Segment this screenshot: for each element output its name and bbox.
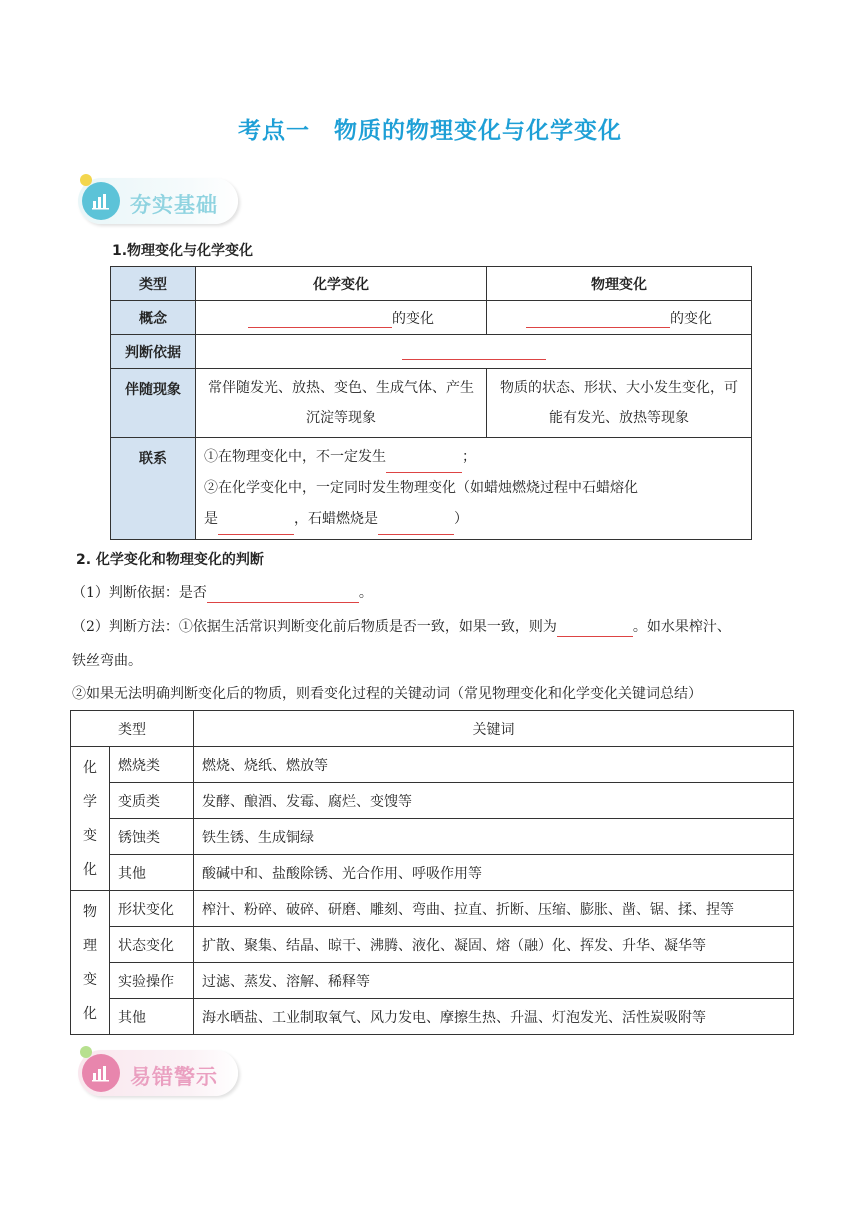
bar-chart-icon <box>82 1054 120 1092</box>
chem-sub-type: 锈蚀类 <box>110 819 194 855</box>
chem-group-char: 化 <box>83 861 97 878</box>
col-chem-header: 化学变化 <box>196 267 487 301</box>
section2-heading: 2. 化学变化和物理变化的判断 <box>76 552 264 568</box>
phys-concept-suffix: 的变化 <box>670 310 712 327</box>
change-comparison-table <box>110 266 752 540</box>
chem-keywords: 燃烧、烧纸、燃放等 <box>194 747 794 783</box>
phys-group-char: 理 <box>83 937 97 954</box>
section1-heading: 1.物理变化与化学变化 <box>112 243 254 259</box>
chem-group-char: 变 <box>83 827 97 844</box>
col-type-header: 类型 <box>111 267 196 301</box>
row-phenom-label: 伴随现象 <box>111 369 196 438</box>
phys-keywords: 扩散、聚集、结晶、晾干、沸腾、液化、凝固、熔（融）化、挥发、升华、凝华等 <box>194 927 794 963</box>
relation-blank-1[interactable] <box>386 458 462 473</box>
warning-section-badge <box>78 1046 240 1100</box>
col-phys-header: 物理变化 <box>487 267 752 301</box>
relation-line3-a: 是 <box>204 511 218 527</box>
phys-keywords: 海水晒盐、工业制取氧气、风力发电、摩擦生热、升温、灯泡发光、活性炭吸附等 <box>194 999 794 1035</box>
relation-blank-3[interactable] <box>378 520 454 535</box>
row-concept-label: 概念 <box>111 301 196 335</box>
chem-sub-type: 燃烧类 <box>110 747 194 783</box>
keyword-table <box>70 710 794 1035</box>
relation-line1-end: ； <box>462 449 476 465</box>
judgement-method-text: （2）判断方法：①依据生活常识判断变化前后物质是否一致，如果一致，则为 <box>72 619 557 635</box>
keyword-intro: ②如果无法明确判断变化后的物质，则看变化过程的关键动词（常见物理变化和化学变化关键词总结） <box>72 686 702 702</box>
judgement-basis-line <box>72 583 373 603</box>
judgement-method-line2: 铁丝弯曲。 <box>72 653 142 669</box>
judgement-method-line <box>72 617 792 637</box>
relation-line1-text: ①在物理变化中，不一定发生 <box>204 449 386 465</box>
chem-keywords: 酸碱中和、盐酸除锈、光合作用、呼吸作用等 <box>194 855 794 891</box>
judgement-basis-text: （1）判断依据：是否 <box>72 585 207 601</box>
relation-line3-c: ） <box>454 511 468 527</box>
phys-sub-type: 形状变化 <box>110 891 194 927</box>
phys-keywords: 榨汁、粉碎、破碎、研磨、雕刻、弯曲、拉直、折断、压缩、膨胀、凿、锯、揉、捏等 <box>194 891 794 927</box>
judgement-method-end: 。如水果榨汁、 <box>632 619 731 635</box>
basic-badge-label: 夯实基础 <box>130 193 218 217</box>
basic-section-badge <box>78 174 240 228</box>
bar-chart-icon <box>82 182 120 220</box>
chem-group-char: 学 <box>83 793 97 810</box>
row-basis-label: 判断依据 <box>111 335 196 369</box>
relation-cell <box>196 438 752 540</box>
relation-blank-2[interactable] <box>218 520 294 535</box>
chem-concept-cell <box>196 301 487 335</box>
phys-phenom-cell: 物质的状态、形状、大小发生变化，可能有发光、放热等现象 <box>487 369 752 438</box>
phys-sub-type: 状态变化 <box>110 927 194 963</box>
phys-group-char: 化 <box>83 1005 97 1022</box>
chem-sub-type: 变质类 <box>110 783 194 819</box>
judgement-basis-end: 。 <box>358 585 373 601</box>
warning-badge-label: 易错警示 <box>130 1065 218 1089</box>
relation-line2: ②在化学变化中，一定同时发生物理变化（如蜡烛燃烧过程中石蜡熔化 <box>204 480 638 496</box>
chem-sub-type: 其他 <box>110 855 194 891</box>
phys-sub-type: 其他 <box>110 999 194 1035</box>
chem-group-cell <box>71 747 110 891</box>
phys-keywords: 过滤、蒸发、溶解、稀释等 <box>194 963 794 999</box>
chem-phenom-cell: 常伴随发光、放热、变色、生成气体、产生沉淀等现象 <box>196 369 487 438</box>
kw-col-type-header: 类型 <box>71 711 194 747</box>
chem-keywords: 铁生锈、生成铜绿 <box>194 819 794 855</box>
chem-group-char: 化 <box>83 759 97 776</box>
phys-group-char: 变 <box>83 971 97 988</box>
kw-col-keywords-header: 关键词 <box>194 711 794 747</box>
page-title: 考点一 物质的物理变化与化学变化 <box>238 118 622 144</box>
chem-keywords: 发酵、酿酒、发霉、腐烂、变馊等 <box>194 783 794 819</box>
chem-concept-suffix: 的变化 <box>392 310 434 327</box>
judgement-method-blank[interactable] <box>557 622 633 637</box>
row-relation-label: 联系 <box>111 438 196 540</box>
chem-concept-blank[interactable] <box>248 313 392 328</box>
phys-concept-cell <box>487 301 752 335</box>
judgement-basis-blank[interactable] <box>207 588 359 603</box>
basis-cell <box>196 335 752 369</box>
phys-concept-blank[interactable] <box>526 313 670 328</box>
basis-blank[interactable] <box>402 345 546 360</box>
phys-group-char: 物 <box>83 903 97 920</box>
phys-sub-type: 实验操作 <box>110 963 194 999</box>
phys-group-cell <box>71 891 110 1035</box>
relation-line3-b: ，石蜡燃烧是 <box>294 511 378 527</box>
